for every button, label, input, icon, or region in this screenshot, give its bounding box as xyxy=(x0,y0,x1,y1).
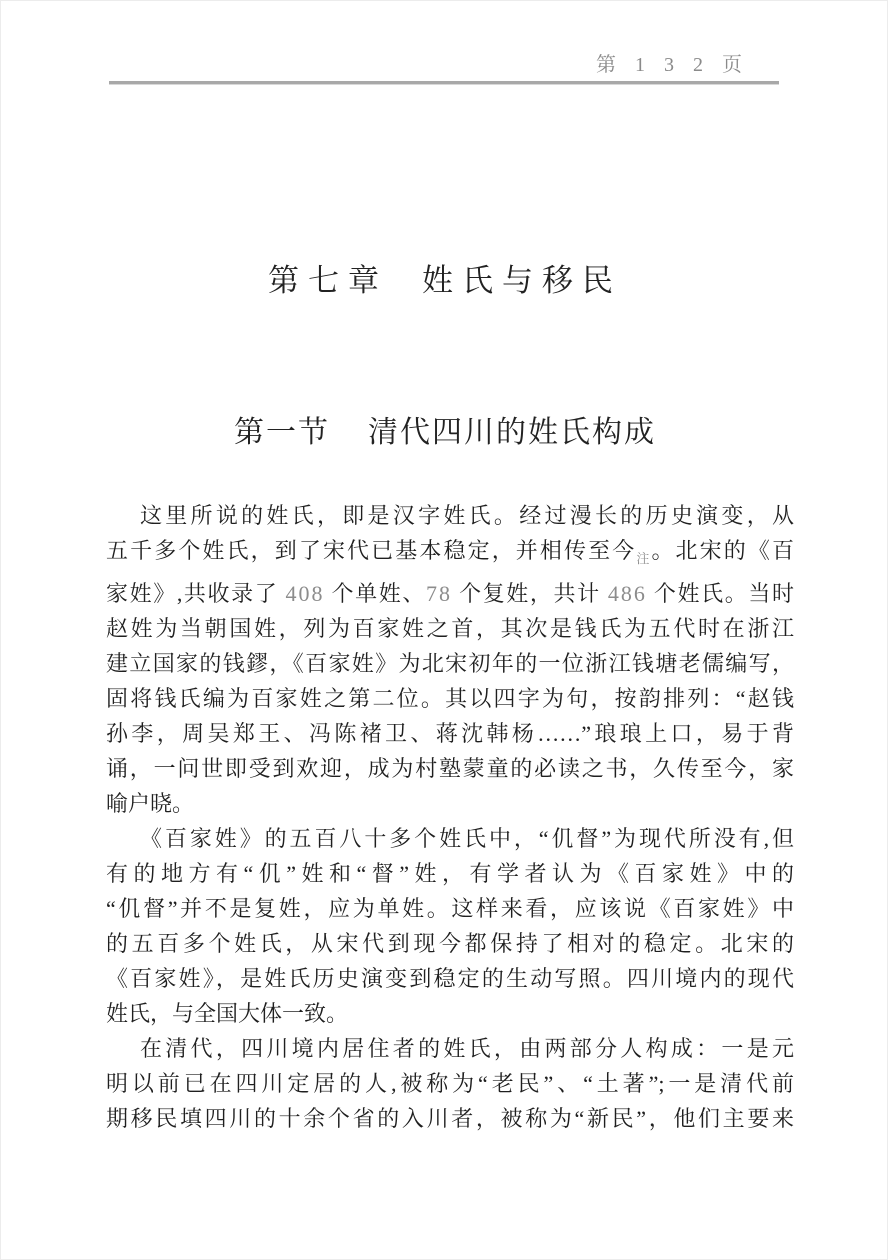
text-run: 。北宋的《百 xyxy=(651,538,794,563)
body-line: 固将钱氏编为百家姓之第二位。其以四字为句，按韵排列：“赵钱 xyxy=(106,686,794,711)
body-line: “仉督”并不是复姓，应为单姓。这样来看，应该说《百家姓》中 xyxy=(106,896,794,921)
text-run: 五千多个姓氏，到了宋代已基本稳定，并相传至今 xyxy=(106,538,637,563)
paragraph-2 xyxy=(106,821,794,1031)
body-line: 诵，一问世即受到欢迎，成为村塾蒙童的必读之书，久传至今，家 xyxy=(106,756,794,781)
footnote-marker: 注 xyxy=(636,551,652,566)
paragraph-3 xyxy=(106,1031,794,1136)
body-line: 有的地方有“仉”姓和“督”姓，有学者认为《百家姓》中的 xyxy=(106,861,794,886)
section-name: 清代四川的姓氏构成 xyxy=(368,416,656,449)
body-line: 赵姓为当朝国姓，列为百家姓之首，其次是钱氏为五代时在浙江 xyxy=(106,616,794,641)
header-rule xyxy=(109,81,779,85)
body-line xyxy=(106,533,794,576)
section-title xyxy=(1,407,888,451)
body-line: 孙李，周吴郑王、冯陈褚卫、蒋沈韩杨……”琅琅上口，易于背 xyxy=(106,721,794,746)
body-line: 《百家姓》的五百八十多个姓氏中，“仉督”为现代所没有,但 xyxy=(140,826,794,851)
body-line: 明以前已在四川定居的人,被称为“老民”、“土著”;一是清代前 xyxy=(106,1071,794,1096)
chapter-title xyxy=(1,255,888,300)
chapter-number: 第七章 xyxy=(268,263,388,298)
body-line: 姓氏，与全国大体一致。 xyxy=(106,1001,349,1026)
body-line: 建立国家的钱鏐，《百家姓》为北宋初年的一位浙江钱塘老儒编写， xyxy=(106,651,794,676)
body-line: 在清代，四川境内居住者的姓氏，由两部分人构成：一是元 xyxy=(140,1036,794,1061)
text-run: 个单姓、 xyxy=(324,581,426,606)
inline-number: 408 xyxy=(285,581,325,606)
page-number: 第 1 3 2 页 xyxy=(596,54,749,76)
inline-number: 78 xyxy=(425,581,452,606)
body-text xyxy=(106,498,794,1136)
text-run: 个姓氏。当时 xyxy=(646,581,794,606)
inline-number: 486 xyxy=(607,581,647,606)
paragraph-1 xyxy=(106,498,794,821)
body-line: 《百家姓》，是姓氏历史演变到稳定的生动写照。四川境内的现代 xyxy=(106,966,794,991)
text-run: 家姓》,共收录了 xyxy=(106,581,286,606)
body-line: 的五百多个姓氏，从宋代到现今都保持了相对的稳定。北宋的 xyxy=(106,931,794,956)
body-line: 喻户晓。 xyxy=(106,791,195,816)
chapter-name: 姓氏与移民 xyxy=(422,263,622,298)
body-line: 这里所说的姓氏，即是汉字姓氏。经过漫长的历史演变，从 xyxy=(140,503,794,528)
body-line xyxy=(106,576,794,611)
text-run: 个复姓，共计 xyxy=(451,581,608,606)
body-line: 期移民填四川的十余个省的入川者，被称为“新民”，他们主要来 xyxy=(106,1106,794,1131)
section-number: 第一节 xyxy=(234,416,330,449)
